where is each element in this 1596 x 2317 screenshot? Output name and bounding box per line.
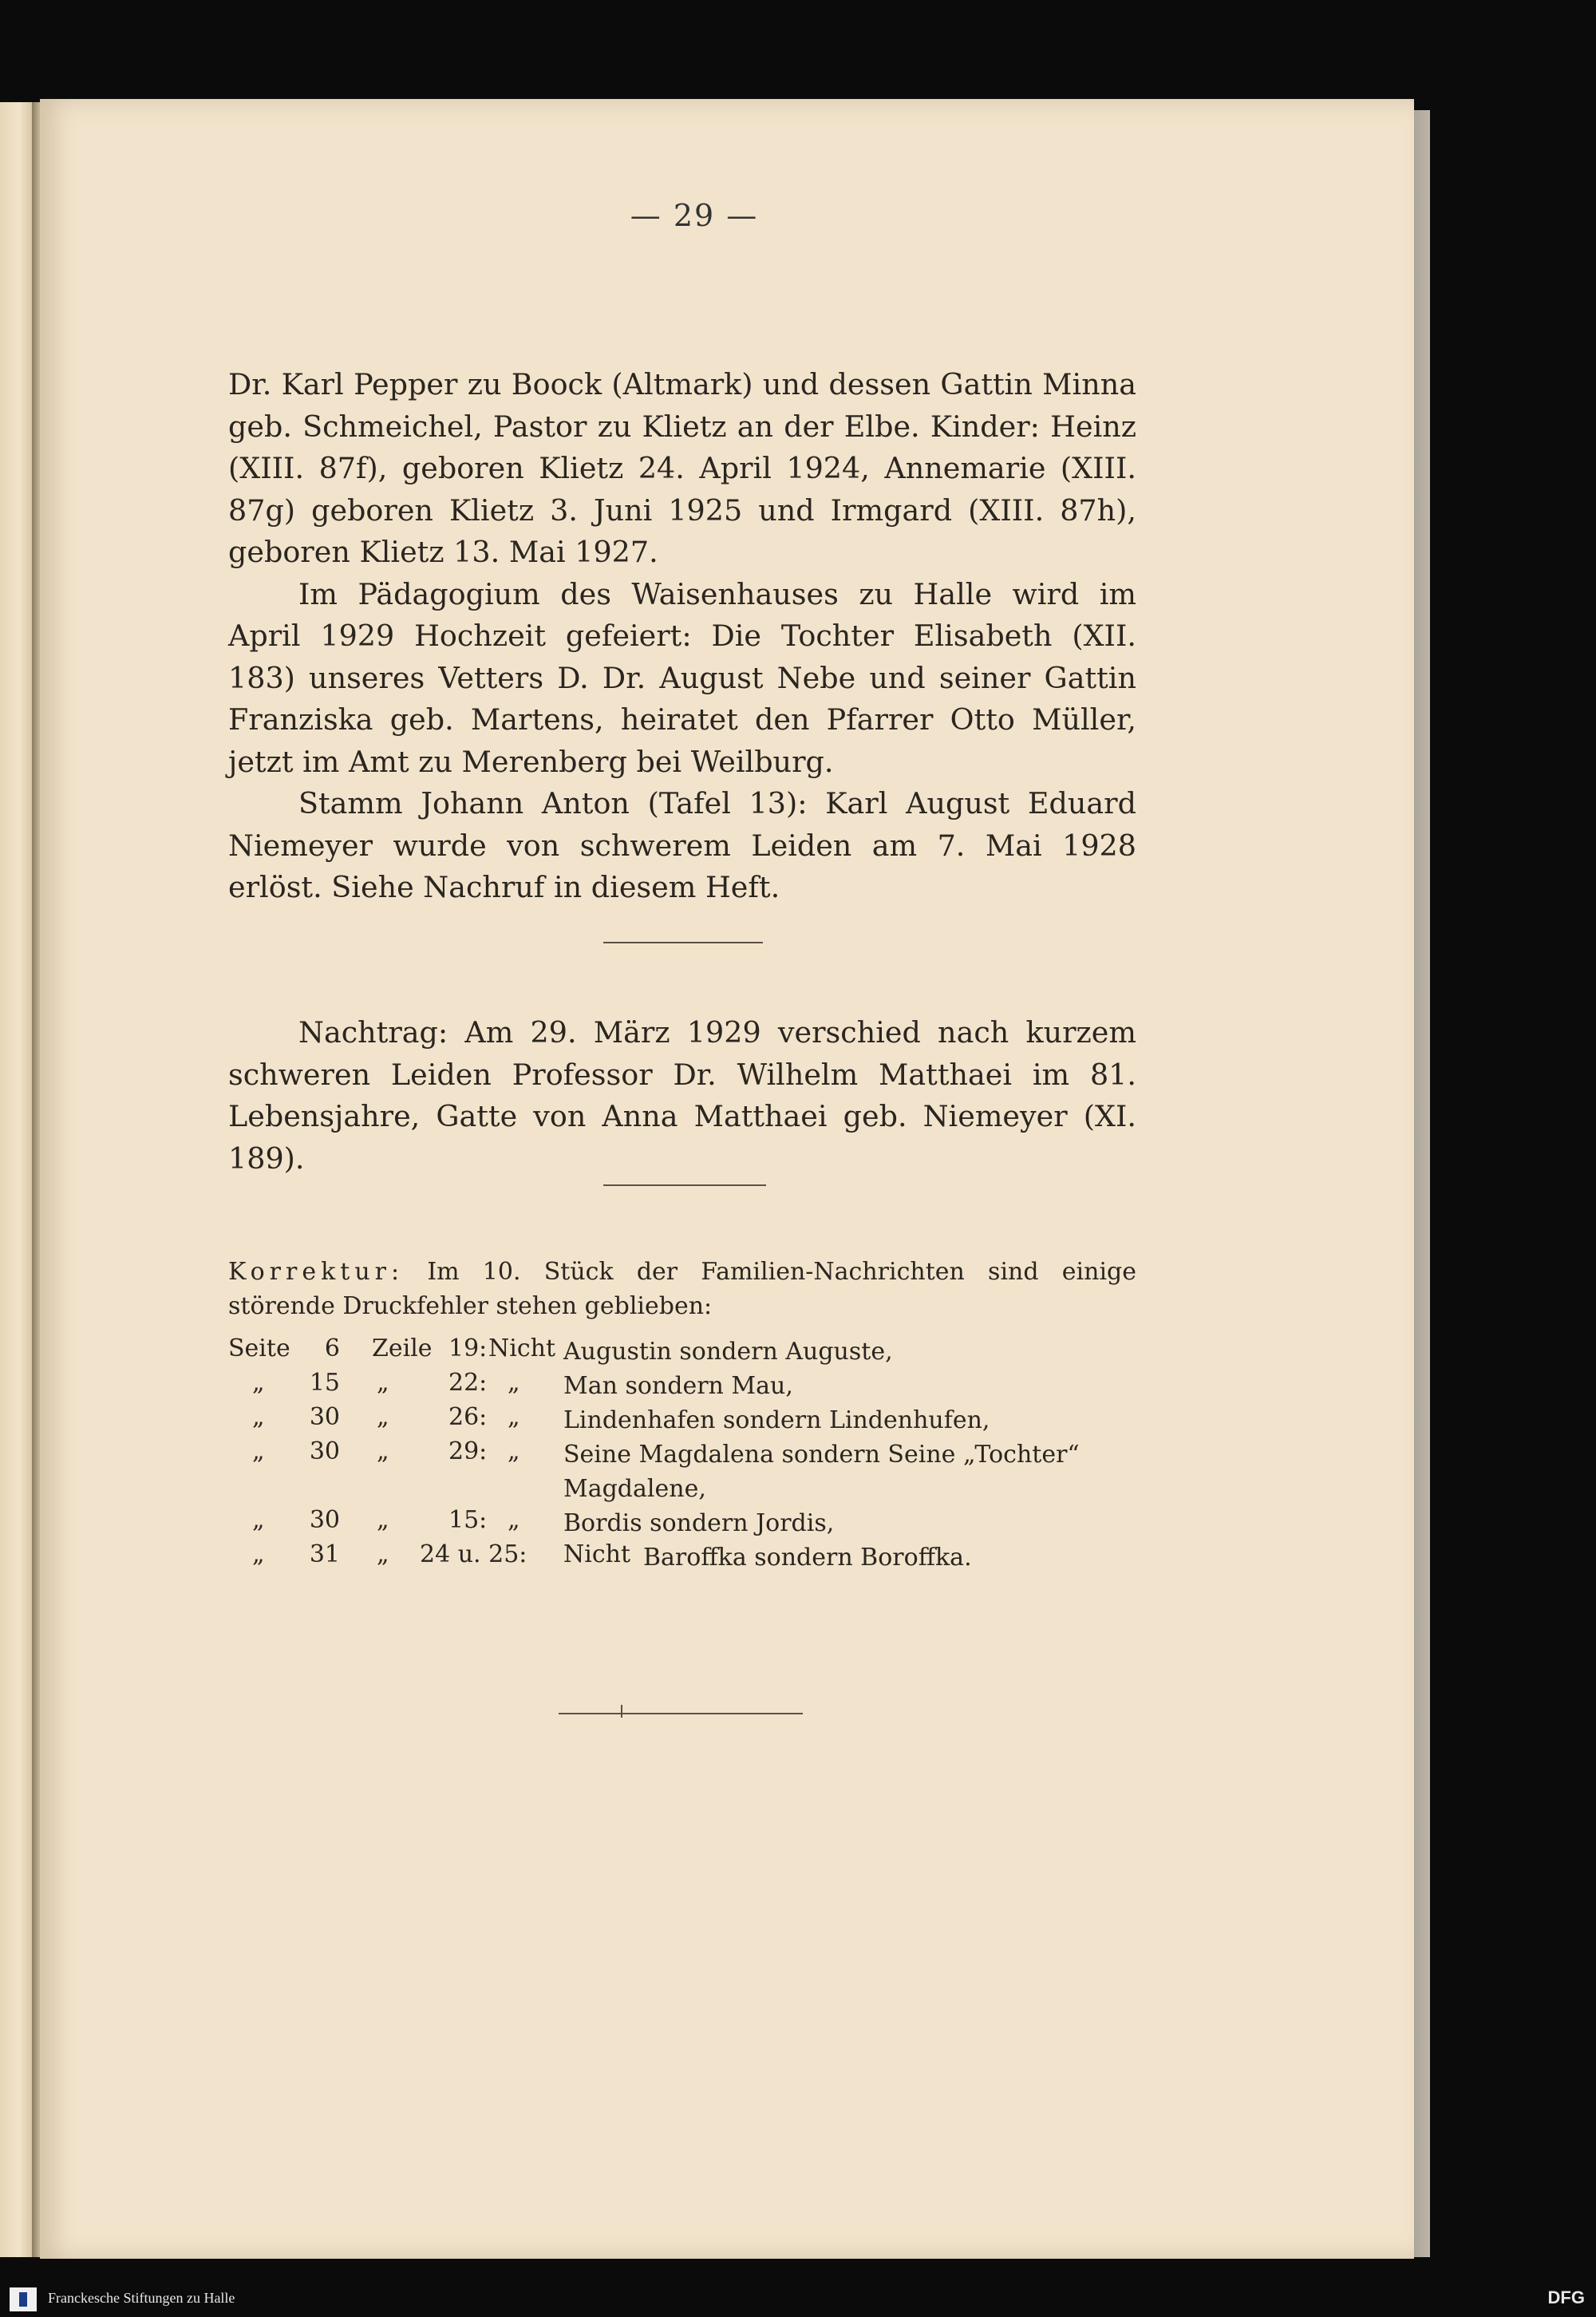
section-divider [603, 942, 763, 943]
section-divider [603, 1184, 766, 1186]
errata-page: 15 [309, 1369, 340, 1397]
korrektur-text: Im 10. Stück der Familien-Nachrichten sind einige störende Druckfehler stehen geblieben: [228, 1258, 1136, 1320]
errata-list [228, 1334, 1186, 1575]
errata-not: „ [508, 1369, 520, 1397]
errata-row [228, 1334, 1186, 1369]
korrektur-label: Korrektur: [228, 1258, 405, 1286]
left-page-edge [0, 102, 32, 2257]
errata-not: Nicht [563, 1540, 631, 1568]
errata-line: 22: [448, 1369, 488, 1397]
errata-text: Augustin sondern Auguste, [563, 1338, 893, 1366]
errata-line-label: „ [377, 1369, 389, 1397]
errata-page-label: Seite [228, 1334, 290, 1362]
errata-text: Lindenhafen sondern Lindenhufen, [563, 1406, 990, 1434]
paragraph-pepper: Dr. Karl Pepper zu Boock (Altmark) und dessen Gattin Minna geb. Schmeichel, Pastor zu Klietz an der Elbe. Kinder: Heinz (XIII. 87f), geboren Klietz 24. April 1924, Annemarie (XIII. 87g) geboren Klietz 3. Juni 1925 und Irmgard (XIII. 87h), geboren Klietz 13. Mai 1927. [228, 367, 1136, 569]
errata-line: 24 u. 25: [420, 1540, 527, 1568]
errata-page: 30 [309, 1437, 340, 1465]
errata-text: Baroffka sondern Boroffka. [643, 1544, 972, 1572]
errata-line-label: „ [377, 1506, 389, 1534]
errata-line-label: „ [377, 1437, 389, 1465]
errata-not: „ [508, 1506, 520, 1534]
paragraph-obituary: Stamm Johann Anton (Tafel 13): Karl August Eduard Niemeyer wurde von schwerem Leiden am 7. Mai 1928 erlöst. Siehe Nachruf in diesem Heft. [228, 786, 1136, 904]
errata-page-label: „ [252, 1506, 265, 1534]
errata-line-label: „ [377, 1403, 389, 1431]
paragraph-wedding: Im Pädagogium des Waisenhauses zu Halle wird im April 1929 Hochzeit gefeiert: Die Tochter Elisabeth (XII. 183) unseres Vetters D. Dr. August Nebe und seiner Gattin Franziska geb. Martens, heiratet den Pfarrer Otto Müller, jetzt im Amt zu Merenberg bei Weilburg. [228, 576, 1136, 779]
footer-institution: Franckesche Stiftungen zu Halle [48, 2290, 235, 2306]
end-divider [559, 1713, 803, 1714]
errata-line-label: „ [377, 1540, 389, 1568]
errata-line: 29: [448, 1437, 488, 1465]
errata-line: 26: [448, 1403, 488, 1431]
errata-page-label: „ [252, 1403, 265, 1431]
errata-page: 30 [309, 1403, 340, 1431]
errata-page: 6 [324, 1334, 340, 1362]
errata-not: „ [508, 1437, 520, 1465]
errata-line: 19: [448, 1334, 488, 1362]
errata-row [228, 1540, 1186, 1575]
institution-logo [10, 2287, 37, 2311]
errata-row [228, 1369, 1186, 1403]
errata-text: Seine Magdalena sondern Seine „Tochter“ Magdalene, [563, 1441, 1080, 1503]
errata-text: Bordis sondern Jordis, [563, 1509, 835, 1537]
errata-page-label: „ [252, 1540, 265, 1568]
errata-page: 30 [309, 1506, 340, 1534]
errata-page-label: „ [252, 1437, 265, 1465]
book-gutter [32, 102, 40, 2257]
errata-row [228, 1403, 1186, 1437]
end-divider-tick [621, 1705, 622, 1718]
page-number: — 29 — [630, 198, 759, 233]
errata-line: 15: [448, 1506, 488, 1534]
korrektur-intro [228, 1255, 1136, 1323]
news-section [228, 364, 1136, 909]
nachtrag-paragraph: Nachtrag: Am 29. März 1929 verschied nach kurzem schweren Leiden Professor Dr. Wilhelm Matthaei im 81. Lebensjahre, Gatte von Anna Matthaei geb. Niemeyer (XI. 189). [228, 1015, 1136, 1176]
errata-page: 31 [309, 1540, 340, 1568]
errata-text: Man sondern Mau, [563, 1372, 793, 1400]
errata-page-label: „ [252, 1369, 265, 1397]
footer-bar [0, 2283, 1596, 2317]
errata-not: „ [508, 1403, 520, 1431]
errata-not: Nicht [488, 1334, 556, 1362]
footer-brand: DFG [1547, 2287, 1585, 2307]
errata-row [228, 1437, 1186, 1506]
errata-line-label: Zeile [372, 1334, 433, 1362]
errata-row [228, 1506, 1186, 1540]
